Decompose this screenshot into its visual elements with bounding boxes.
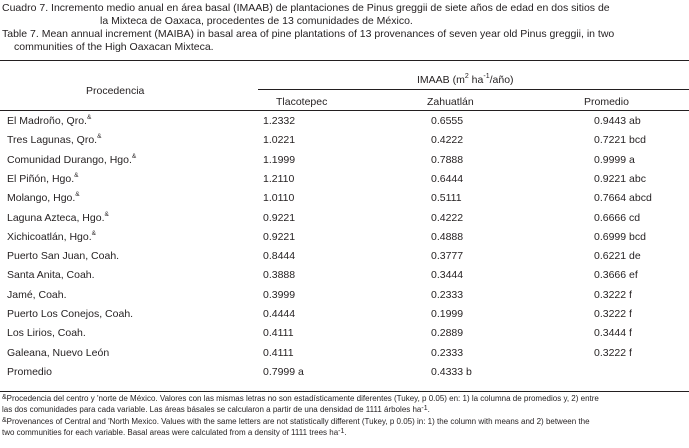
- header-tlacotepec: Tlacotepec: [276, 96, 328, 108]
- table-row: [0, 286, 689, 305]
- promedio-cell: 0.9221 abc: [594, 172, 646, 185]
- zahuatlan-cell: 0.3444: [431, 269, 464, 282]
- tlacotepec-cell: 0.4444: [263, 308, 296, 320]
- footnote-spanish-line2: las dos comunidades para cada variable. Las áreas básales se calcularon a partir de una densidad de 1111 árboles ha-1.: [2, 405, 430, 414]
- caption-english-line1: Table 7. Mean annual increment (MAIBA) in basal area of pine plantations of 13 provenances of seven year old Pinus greggii, in two: [2, 28, 615, 40]
- header-imaab: IMAAB ($m^2$ $ha^{-1}/año$): [417, 73, 514, 86]
- promedio-cell: 0.3222 f: [594, 346, 632, 359]
- promedio-cell: 0.7221 bcd: [594, 134, 646, 147]
- table-row: [0, 112, 689, 131]
- table-row: [0, 324, 689, 343]
- promedio-cell: 0.9999 a: [594, 153, 635, 166]
- promedio-cell: 0.9443 ab: [594, 115, 641, 127]
- footnote-english-line1: &Provenances of Central and 'North Mexico. Values with the same letters are not statistically different (Tukey, p 0.05) in: 1) the column with means and 2) between the: [2, 417, 590, 426]
- provenance-footnote-mark: &: [86, 114, 92, 121]
- header-procedencia: Procedencia: [86, 85, 145, 97]
- tlacotepec-cell: 0.9221: [263, 230, 296, 243]
- tlacotepec-cell: 1.0110: [263, 192, 295, 205]
- zahuatlan-cell: 0.1999: [431, 308, 464, 320]
- tlacotepec-cell: 0.4111: [263, 346, 294, 359]
- provenance-cell: Santa Anita, Coah.: [7, 269, 95, 282]
- tlacotepec-cell: 0.8444: [263, 250, 296, 263]
- tlacotepec-cell: 1.2110: [263, 172, 295, 185]
- header-bottom-rule: [0, 110, 689, 111]
- promedio-cell: 0.3666 ef: [594, 269, 638, 282]
- table-row: [0, 131, 689, 150]
- promedio-cell: 0.7664 abcd: [594, 192, 652, 205]
- table-row: [0, 305, 689, 324]
- provenance-cell: Molango, Hgo.&: [7, 191, 80, 205]
- table-row: [0, 209, 689, 228]
- provenance-cell: Xichicoatlán, Hgo.&: [7, 229, 96, 243]
- provenance-cell: Puerto San Juan, Coah.: [7, 250, 120, 263]
- table-row: [0, 170, 689, 189]
- zahuatlan-cell: 0.3777: [431, 250, 464, 263]
- tlacotepec-cell: 0.9221: [263, 211, 296, 224]
- table-row: [0, 228, 689, 247]
- zahuatlan-cell: 0.2333: [431, 288, 464, 301]
- zahuatlan-cell: 0.4222: [431, 134, 464, 147]
- header-group-rule: [258, 89, 689, 90]
- provenance-footnote-mark: &: [75, 191, 80, 199]
- zahuatlan-cell: 0.4333 b: [431, 365, 472, 378]
- zahuatlan-cell: 0.6555: [431, 115, 464, 127]
- promedio-cell: 0.6666 cd: [594, 211, 641, 224]
- zahuatlan-cell: 0.5111: [431, 192, 462, 205]
- provenance-footnote-mark: &: [131, 152, 137, 160]
- provenance-cell: Tres Lagunas, Qro.&: [7, 133, 102, 147]
- table-row: [0, 247, 689, 266]
- tlacotepec-cell: 0.4111: [263, 327, 294, 340]
- provenance-cell: Comunidad Durango, Hgo.&: [7, 152, 137, 166]
- tlacotepec-cell: 1.1999: [263, 153, 296, 166]
- provenance-footnote-mark: &: [104, 210, 109, 218]
- zahuatlan-cell: 0.7888: [431, 153, 464, 166]
- provenance-footnote-mark: &: [74, 171, 79, 179]
- table-bottom-rule: [0, 391, 689, 392]
- table-row: [0, 344, 689, 363]
- provenance-cell: El Madroño, Qro.&: [7, 114, 92, 127]
- caption-spanish-line2: la Mixteca de Oaxaca, procedentes de 13 comunidades de México.: [100, 15, 413, 27]
- promedio-cell: 0.6999 bcd: [594, 230, 646, 243]
- provenance-cell: El Piñón, Hgo.&: [7, 171, 79, 185]
- provenance-cell: Laguna Azteca, Hgo.&: [7, 210, 109, 224]
- tlacotepec-cell: 0.3999: [263, 288, 296, 301]
- table-row: [0, 189, 689, 208]
- provenance-footnote-mark: &: [97, 133, 102, 141]
- footnote-spanish-line1: &Procedencia del centro y 'norte de México. Valores con las mismas letras no son estadísticamente diferentes (Tukey, p 0.05) en: 1) la columna de promedios y, 2) entre: [2, 394, 599, 403]
- tlacotepec-cell: 0.3888: [263, 269, 296, 282]
- tlacotepec-cell: 0.7999 a: [263, 365, 304, 378]
- provenance-cell: Jamé, Coah.: [7, 288, 67, 301]
- provenance-cell: Los Lirios, Coah.: [7, 327, 86, 340]
- provenance-cell: Promedio: [7, 365, 52, 378]
- tlacotepec-cell: 1.0221: [263, 134, 296, 147]
- promedio-cell: 0.3222 f: [594, 288, 632, 301]
- header-promedio: Promedio: [584, 96, 629, 108]
- footnote-english-line2: two communities for each variable. Basal areas were calculated from a density of 1111 trees ha-1.: [2, 428, 347, 437]
- zahuatlan-cell: 0.4222: [431, 211, 464, 224]
- table-top-rule: [0, 60, 689, 61]
- header-zahuatlan: Zahuatlán: [427, 96, 474, 108]
- zahuatlan-cell: 0.6444: [431, 172, 464, 185]
- caption-spanish-line1: Cuadro 7. Incremento medio anual en área basal (IMAAB) de plantaciones de Pinus greggii de siete años de edad en dos sitios de: [2, 2, 610, 14]
- promedio-cell: 0.6221 de: [594, 250, 641, 263]
- zahuatlan-cell: 0.4888: [431, 230, 464, 243]
- promedio-cell: 0.3222 f: [594, 308, 632, 320]
- tlacotepec-cell: 1.2332: [263, 115, 296, 127]
- promedio-cell: 0.3444 f: [594, 327, 632, 340]
- provenance-cell: Puerto Los Conejos, Coah.: [7, 308, 134, 320]
- caption-english-line2: communities of the High Oaxacan Mixteca.: [14, 41, 214, 53]
- zahuatlan-cell: 0.2889: [431, 327, 464, 340]
- zahuatlan-cell: 0.2333: [431, 346, 464, 359]
- provenance-cell: Galeana, Nuevo León: [7, 346, 110, 359]
- table-row: [0, 363, 689, 382]
- table-row: [0, 151, 689, 170]
- table-row: [0, 266, 689, 285]
- provenance-footnote-mark: &: [91, 229, 96, 237]
